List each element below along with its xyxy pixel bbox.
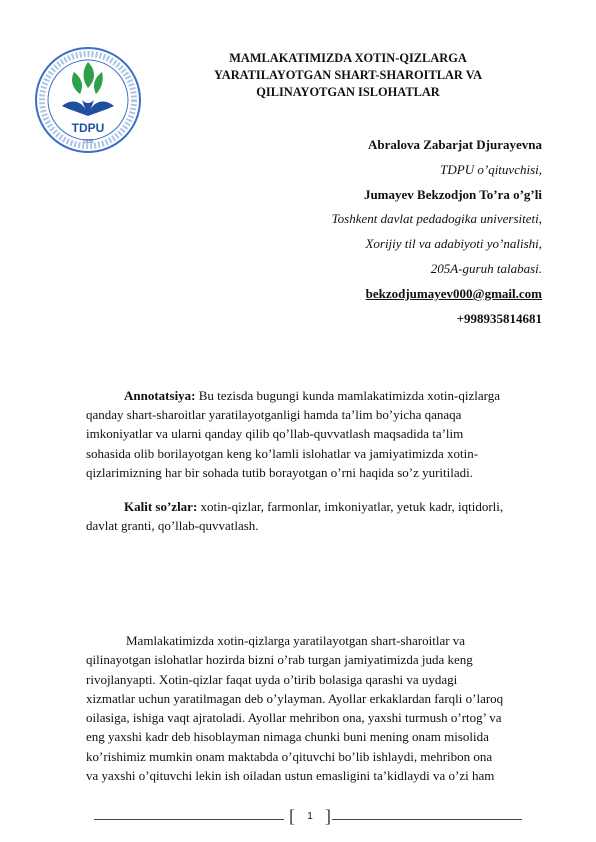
body-line: qilinayotgan islohatlar hozirda bizni o’rab turgan jamiyatimizda juda keng xyxy=(86,652,473,668)
body-line: rivojlanyapti. Xotin-qizlar faqat uyda o’tirib bolasiga qarashi va uydagi xyxy=(86,671,458,687)
body-line: xizmatlar uchun yaratilmagan deb o’ylayman. Ayollar erkaklardan farqli o’laroq xyxy=(86,690,504,706)
abstract-line: Bu tezisda bugungi kunda mamlakatimizda xotin-qizlarga xyxy=(195,388,500,403)
title-line: YARATILAYOTGAN SHART-SHAROITLAR VA xyxy=(213,68,483,82)
title-line: MAMLAKATIMIZDA XOTIN-QIZLARGA xyxy=(229,51,467,65)
keywords xyxy=(86,497,538,535)
author2-name: Jumayev Bekzodjon To’ra o’g’li xyxy=(363,186,542,202)
footer-rule-right xyxy=(332,819,522,820)
body-line: ko’rishimiz mumkin onam maktabda o’qituvchi bo’lib ishlaydi, mehribon ona xyxy=(86,748,493,764)
body-line: Mamlakatimizda xotin-qizlarga yaratilayotgan shart-sharoitlar va xyxy=(126,633,466,648)
abstract-line: imkoniyatlar va ularni qanday qilib qo’llab-quvvatlash maqsadida ta’lim xyxy=(86,426,464,442)
abstract-label: Annotatsiya: xyxy=(124,388,196,403)
body-line: oilasiga, ishiga vaqt ajratoladi. Ayollar mehribon ona, yaxshi turmush o’rtog’ va xyxy=(86,710,502,726)
author2-group: 205A-guruh talabasi. xyxy=(430,260,542,276)
author2-faculty: Xorijiy til va adabiyoti yo’nalishi, xyxy=(365,236,542,252)
body-line: eng yaxshi kadr deb hisoblayman nimaga chunki buni mening onam misolida xyxy=(86,729,489,745)
body-paragraph xyxy=(86,631,538,785)
author-block xyxy=(332,133,542,331)
footer-rule-left xyxy=(94,819,284,820)
logo-text: TDPU xyxy=(71,121,105,135)
author2-university: Toshkent davlat pedadogika universiteti, xyxy=(331,211,542,227)
title-line: QILINAYOTGAN ISLOHATLAR xyxy=(256,85,440,99)
abstract-line: qanday shart-sharoitlar yaratilayotganligi hamda ta’lim bo’yicha qanaqa xyxy=(86,407,462,423)
page-bracket-left: [ xyxy=(289,806,295,826)
author1-role: TDPU o’qituvchisi, xyxy=(440,161,542,177)
tdpu-logo xyxy=(34,46,142,154)
author-email-link[interactable]: bekzodjumayev000@gmail.com xyxy=(365,285,542,301)
body-line: va yaxshi o’qituvchi lekin ish oiladan ustun emasligini ta’kidlaydi va o’zi ham xyxy=(86,768,495,784)
keywords-line: davlat granti, qo’llab-quvvatlash. xyxy=(86,518,259,534)
keywords-label: Kalit so’zlar: xyxy=(124,499,198,514)
logo-year: 1935 xyxy=(82,139,94,145)
page-number: 1 xyxy=(307,811,313,822)
page-bracket-right: ] xyxy=(325,806,331,826)
author1-name: Abralova Zabarjat Djurayevna xyxy=(367,137,542,152)
author-phone: +998935814681 xyxy=(456,310,542,326)
abstract-line: qizlarimizning har bir sohada tutib borayotgan o’rni haqida so’z yuritiladi. xyxy=(86,464,474,480)
abstract-line: sohasida olib borilayotgan keng ko’lamli islohatlar va jamiyatimizda xotin- xyxy=(86,445,479,461)
abstract xyxy=(86,386,538,482)
keywords-line: xotin-qizlar, farmonlar, imkoniyatlar, yetuk kadr, iqtidorli, xyxy=(197,499,504,514)
paper-title xyxy=(170,50,526,101)
